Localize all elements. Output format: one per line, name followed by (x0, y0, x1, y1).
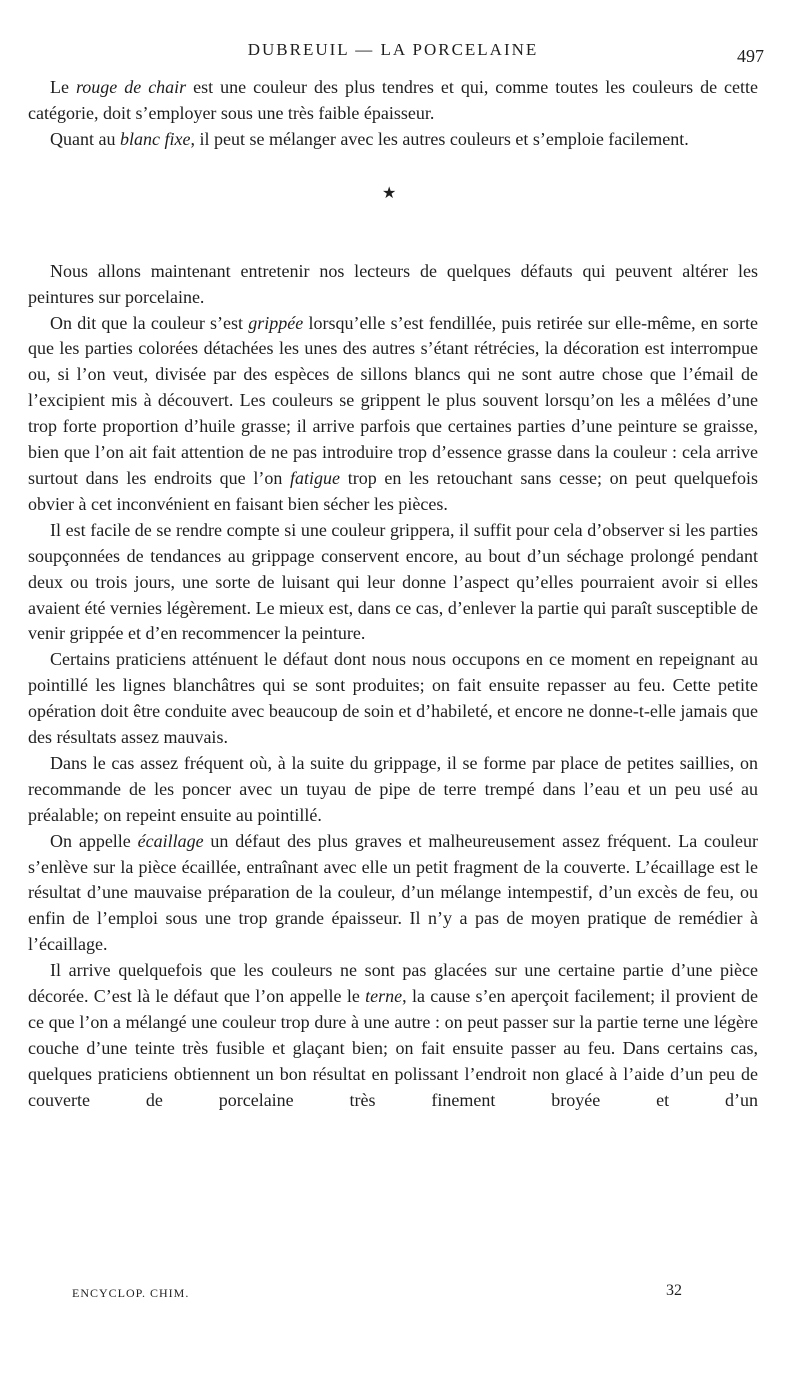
text-run: , il peut se mélanger avec les autres couleurs et s’emploie facilement. (190, 128, 689, 149)
italic-term: écaillage (137, 830, 204, 851)
text-run: est une couleur des plus tendres et qui, comme toutes les couleurs de cette catégorie, doit s’employer sous une très faible épaisseur. (28, 77, 759, 123)
paragraph (28, 311, 758, 518)
paragraph (28, 829, 758, 959)
text-run: , la cause s’en aperçoit facilement; il provient de ce que l’on a mélangé une couleur trop dure à une autre : on peut passer sur la partie terne une légère couche d’une teinte très fusible et glaçant bien; on fait ensuite passer au feu. Dans certains cas, quelques praticiens obtiennent un bon résultat en polissant l’endroit non glacé à l’aide d’un peu de couverte de porcelaine très finement broyée et d’un (28, 986, 758, 1110)
text-run: Il est facile de se rendre compte si une couleur grippera, il suffit pour cela d’observer si les parties soupçonnées de tendances au grippage conservent encore, au bout d’un séchage prolongé pendant deux ou trois jours, une sorte de luisant qui leur donne l’aspect qu’elles pourraient avoir si elles avaient été vernies légèrement. Le mieux est, dans ce cas, d’enlever la partie qui paraît susceptible de venir grippée et d’en recommencer la peinture. (28, 519, 758, 644)
text-run: Certains praticiens atténuent le défaut dont nous nous occupons en ce moment en repeignant au pointillé les lignes blanchâtres qui se sont produites; on fait ensuite repasser au feu. Cette petite opération doit être conduite avec beaucoup de soin et d’habileté, et encore ne donne-t-elle jamais que des résultats assez mauvais. (28, 649, 758, 748)
page-number: 497 (737, 46, 764, 66)
page-footer (28, 1282, 758, 1308)
body-text (28, 75, 758, 1114)
paragraph (28, 751, 758, 829)
italic-term: fatigue (290, 467, 341, 488)
footer-signature: ENCYCLOP. CHIM. (72, 1286, 190, 1300)
italic-term: rouge de chair (75, 77, 187, 97)
text-run: On dit que la couleur s’est (50, 312, 249, 333)
paragraph (28, 259, 758, 311)
paragraph (28, 127, 758, 153)
text-run: Quant au (50, 128, 120, 149)
paragraph (28, 647, 758, 751)
page-header (28, 40, 764, 66)
footer-sheet-number: 32 (666, 1282, 682, 1299)
paragraph (28, 518, 758, 648)
italic-term: grippée (248, 312, 304, 333)
book-page (28, 0, 764, 1387)
section-ornament (28, 153, 758, 259)
italic-term: terne (365, 986, 403, 1007)
paragraph (28, 75, 758, 127)
text-run: Le (50, 77, 76, 97)
running-head: DUBREUIL — LA PORCELAINE (247, 40, 539, 59)
text-run: lorsqu’elle s’est fendillée, puis retirée sur elle-même, en sorte que les parties colorées détachées les unes des autres s’étant rétrécies, la décoration est interrompue ou, si l’on veut, divisée par des espèces de sillons blancs qui ne sont autre chose que l’émail de l’excipient mis à découvert. Les couleurs se grippent le plus souvent lorsqu’on les a mêlées d’une trop forte proportion d’huile grasse; il arrive parfois que certaines parties d’une peinture se graisse, bien que l’on ait fait attention de ne pas introduire trop d’essence grasse dans la couleur : cela arrive surtout dans les endroits que l’on (28, 312, 758, 488)
paragraph (28, 958, 758, 1113)
text-run: On appelle (50, 830, 138, 851)
italic-term: blanc fixe (119, 128, 191, 149)
text-run: Il arrive quelquefois que les couleurs ne sont pas glacées sur une certaine partie d’une pièce décorée. C’est là le défaut que l’on appelle le (28, 960, 758, 1007)
text-run: un défaut des plus graves et malheureusement assez fréquent. La couleur s’enlève sur la pièce écaillée, entraînant avec elle un petit fragment de la couverte. L’écaillage est le résultat d’une mauvaise préparation de la couleur, d’un mélange intempestif, d’un excès de feu, ou enfin de l’emploi sous une trop grande épaisseur. Il n’y a pas de moyen pratique de remédier à l’écaillage. (28, 830, 758, 955)
text-run: trop en les retouchant sans cesse; on peut quelquefois obvier à cet inconvénient en faisant bien sécher les pièces. (28, 467, 759, 514)
star-icon: ★ (382, 184, 397, 202)
text-run: Dans le cas assez fréquent où, à la suite du grippage, il se forme par place de petites saillies, on recommande de les poncer avec un tuyau de pipe de terre trempé dans l’eau et un peu usé au préalable; on repeint ensuite au pointillé. (28, 752, 758, 825)
text-run: Nous allons maintenant entretenir nos lecteurs de quelques défauts qui peuvent altérer les peintures sur porcelaine. (28, 260, 758, 307)
